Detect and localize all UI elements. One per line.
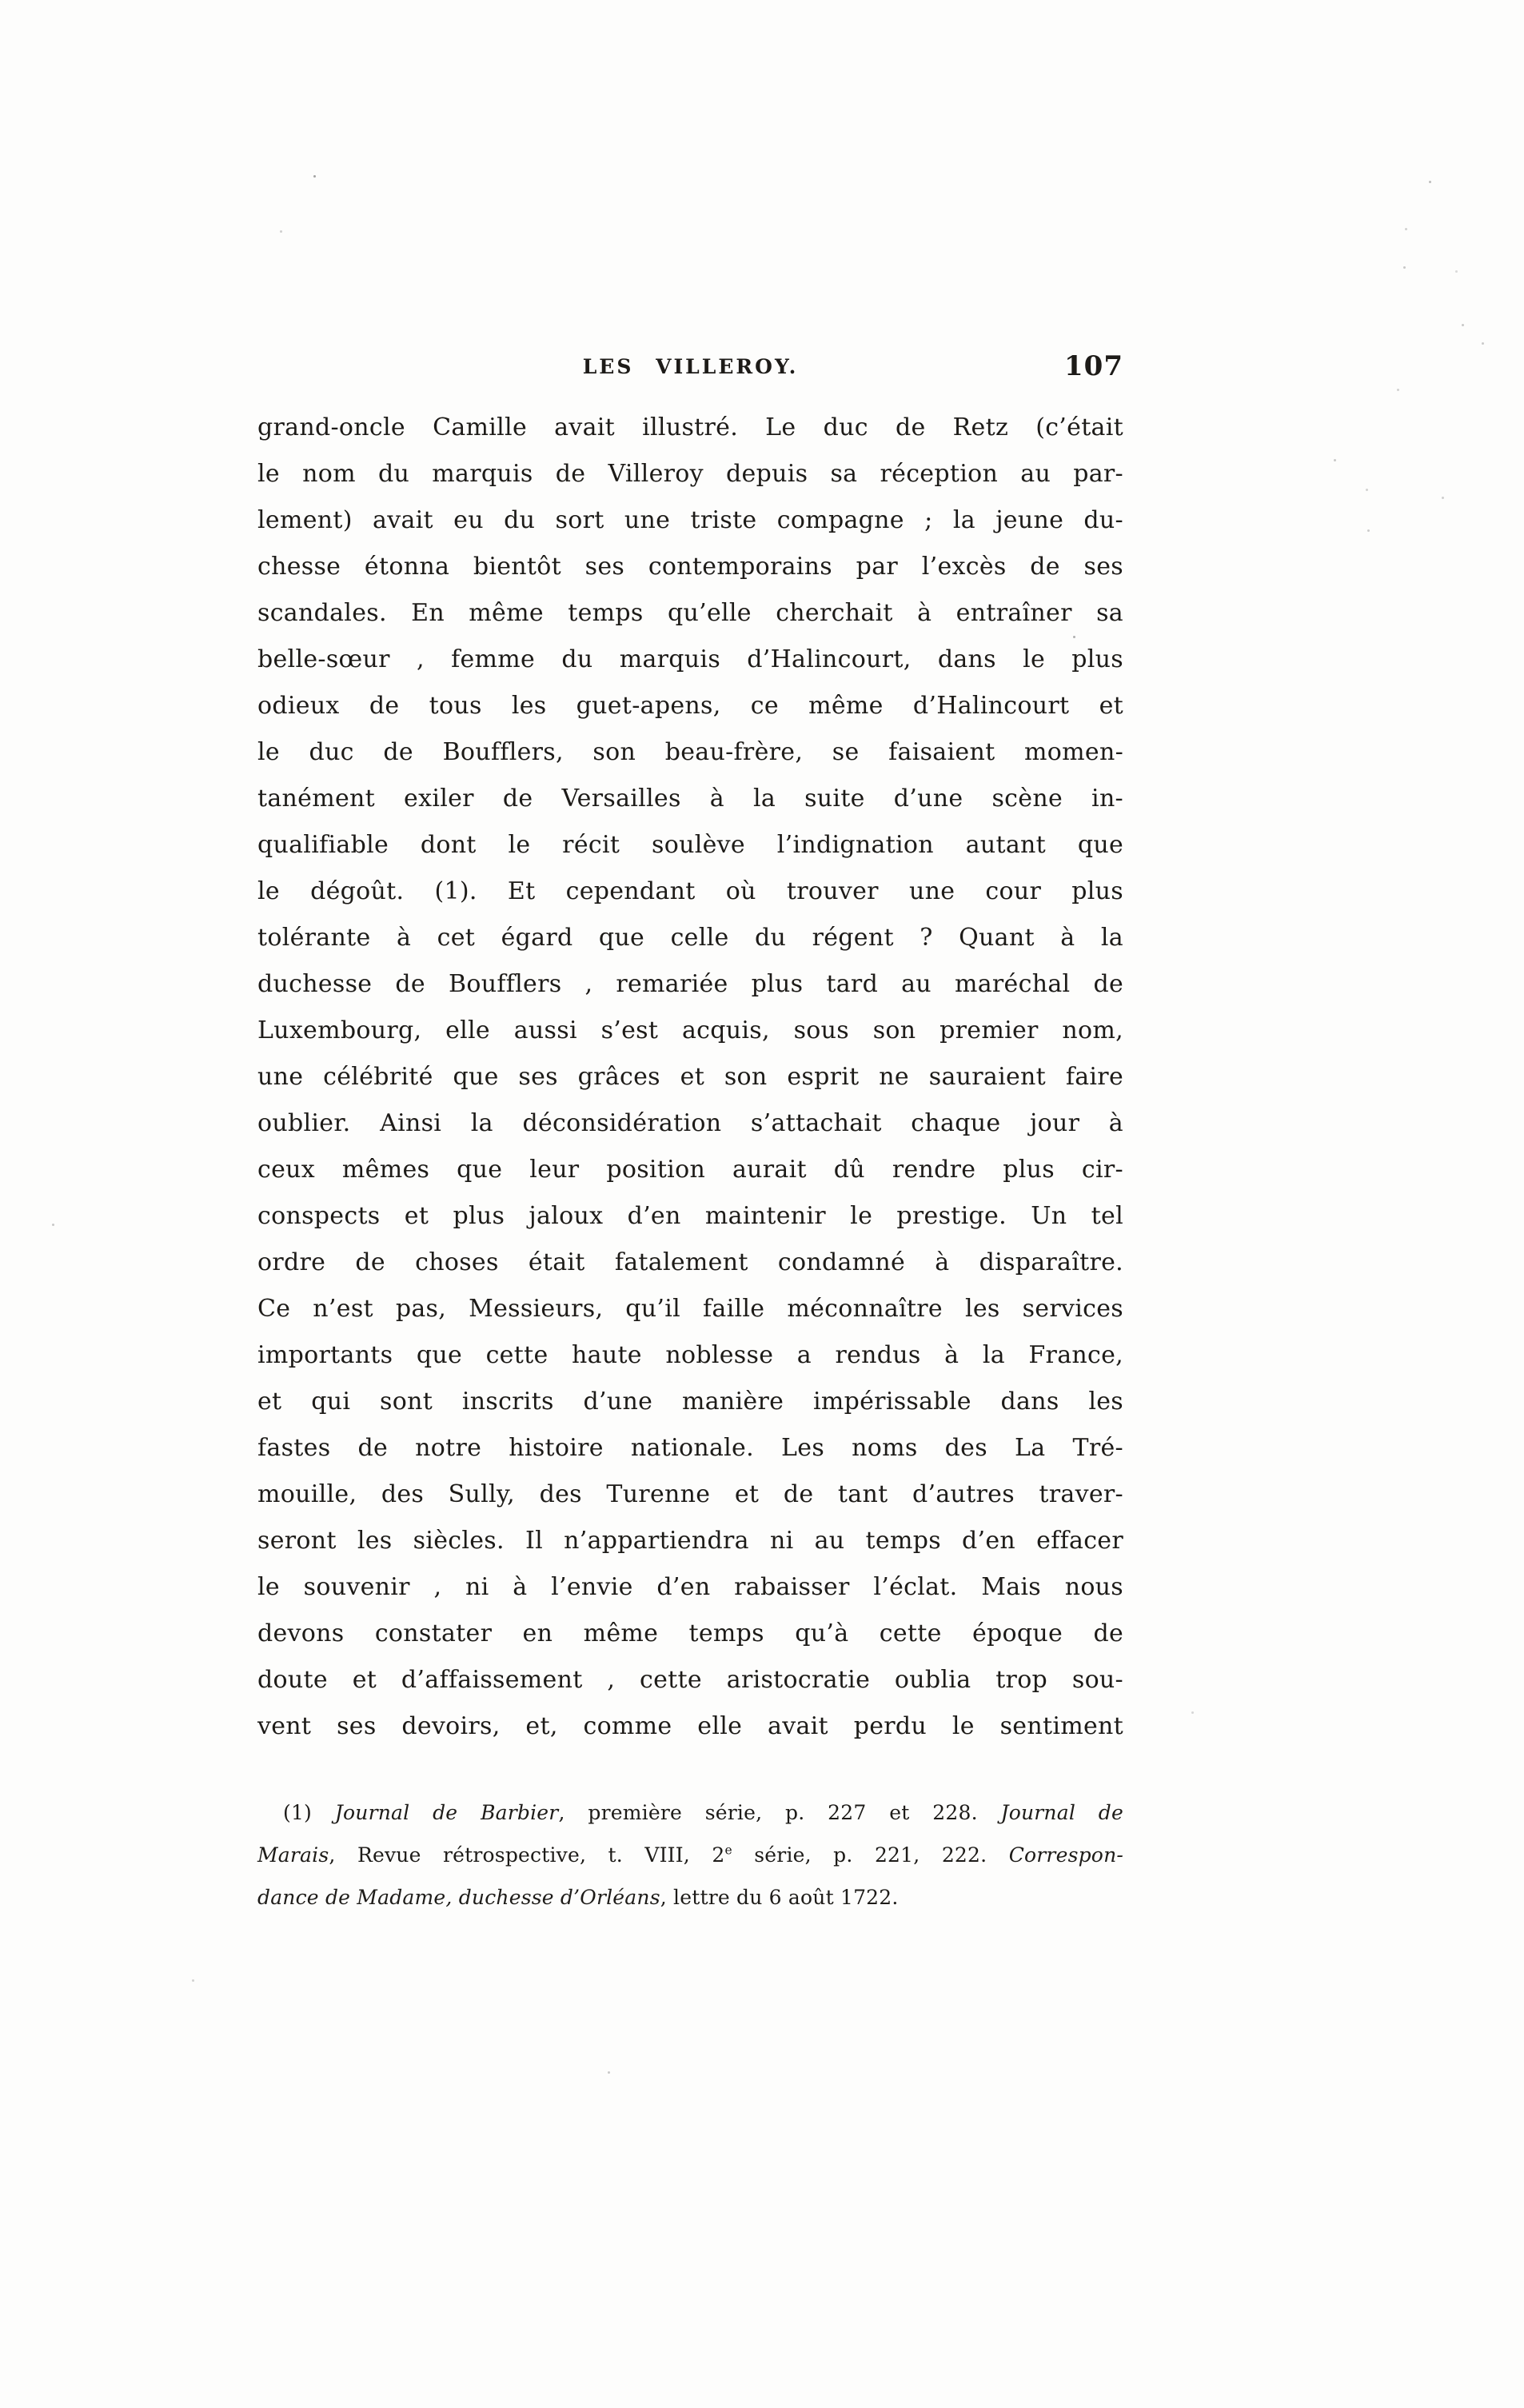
footnote-segment: , lettre du 6 août 1722. xyxy=(660,1886,899,1909)
body-line: duchesse de Boufflers , remariée plus tard au maréchal de xyxy=(257,970,1123,998)
body-line: le nom du marquis de Villeroy depuis sa réception au par- xyxy=(257,460,1123,488)
footnote-segment: Marais xyxy=(257,1843,329,1867)
body-line: mouille, des Sully, des Turenne et de tant d’autres traver- xyxy=(257,1480,1123,1508)
body-line: lement) avait eu du sort une triste compagne ; la jeune du- xyxy=(257,506,1123,534)
body-line: devons constater en même temps qu’à cette époque de xyxy=(257,1619,1123,1647)
page-number: 107 xyxy=(1064,350,1123,382)
body-line: tanément exiler de Versailles à la suite d’une scène in- xyxy=(257,785,1123,813)
body-line: chesse étonna bientôt ses contemporains par l’excès de ses xyxy=(257,553,1123,581)
body-line: oublier. Ainsi la déconsidération s’attachait chaque jour à xyxy=(257,1109,1123,1137)
body-line: Luxembourg, elle aussi s’est acquis, sous son premier nom, xyxy=(257,1016,1123,1044)
footnote-line xyxy=(257,1791,1123,1834)
body-line: le souvenir , ni à l’envie d’en rabaisser l’éclat. Mais nous xyxy=(257,1573,1123,1601)
body-line: conspects et plus jaloux d’en maintenir le prestige. Un tel xyxy=(257,1202,1123,1230)
footnote-marker: (1) xyxy=(283,1801,335,1824)
footnote-segment: Journal de Barbier xyxy=(334,1801,559,1824)
body-line: odieux de tous les guet-apens, ce même d’Halincourt et xyxy=(257,692,1123,720)
footnote-segment: , Revue rétrospective, t. VIII, 2 xyxy=(329,1843,725,1867)
page-header xyxy=(257,350,1123,385)
footnote-segment: Correspon- xyxy=(1008,1843,1124,1867)
running-title: LES VILLEROY. xyxy=(582,355,799,378)
body-line: et qui sont inscrits d’une manière impérissable dans les xyxy=(257,1388,1123,1416)
body-line: scandales. En même temps qu’elle cherchait à entraîner sa xyxy=(257,599,1123,627)
body-line: belle-sœur , femme du marquis d’Halincourt, dans le plus xyxy=(257,645,1123,673)
footnote-segment: série, p. 221, 222. xyxy=(732,1843,1009,1867)
body-line: fastes de notre histoire nationale. Les noms des La Tré- xyxy=(257,1434,1123,1462)
body-line: seront les siècles. Il n’appartiendra ni au temps d’en effacer xyxy=(257,1527,1123,1555)
body-line: Ce n’est pas, Messieurs, qu’il faille méconnaître les services xyxy=(257,1295,1123,1323)
body-line: ordre de choses était fatalement condamné à disparaître. xyxy=(257,1248,1123,1276)
scan-noise xyxy=(313,175,316,178)
footnote xyxy=(257,1791,1123,1919)
footnote-line xyxy=(257,1876,1123,1919)
footnote-segment: Journal de xyxy=(1000,1801,1123,1824)
footnote-superscript: e xyxy=(724,1843,732,1858)
body-line: une célébrité que ses grâces et son esprit ne sauraient faire xyxy=(257,1063,1123,1091)
body-line: importants que cette haute noblesse a rendus à la France, xyxy=(257,1341,1123,1369)
body-line: grand-oncle Camille avait illustré. Le duc de Retz (c’était xyxy=(257,413,1123,441)
footnote-segment: dance de Madame, duchesse d’Orléans xyxy=(257,1886,660,1909)
body-text xyxy=(257,405,1123,1750)
body-line: doute et d’affaissement , cette aristocratie oublia trop sou- xyxy=(257,1666,1123,1694)
body-line: le duc de Boufflers, son beau-frère, se faisaient momen- xyxy=(257,738,1123,766)
body-line: le dégoût. (1). Et cependant où trouver une cour plus xyxy=(257,877,1123,905)
body-line: tolérante à cet égard que celle du régent ? Quant à la xyxy=(257,924,1123,952)
footnote-line xyxy=(257,1834,1123,1876)
body-line: vent ses devoirs, et, comme elle avait perdu le sentiment xyxy=(257,1712,1123,1740)
body-line: ceux mêmes que leur position aurait dû rendre plus cir- xyxy=(257,1156,1123,1184)
footnote-segment: , première série, p. 227 et 228. xyxy=(558,1801,1001,1824)
body-line: qualifiable dont le récit soulève l’indignation autant que xyxy=(257,831,1123,859)
